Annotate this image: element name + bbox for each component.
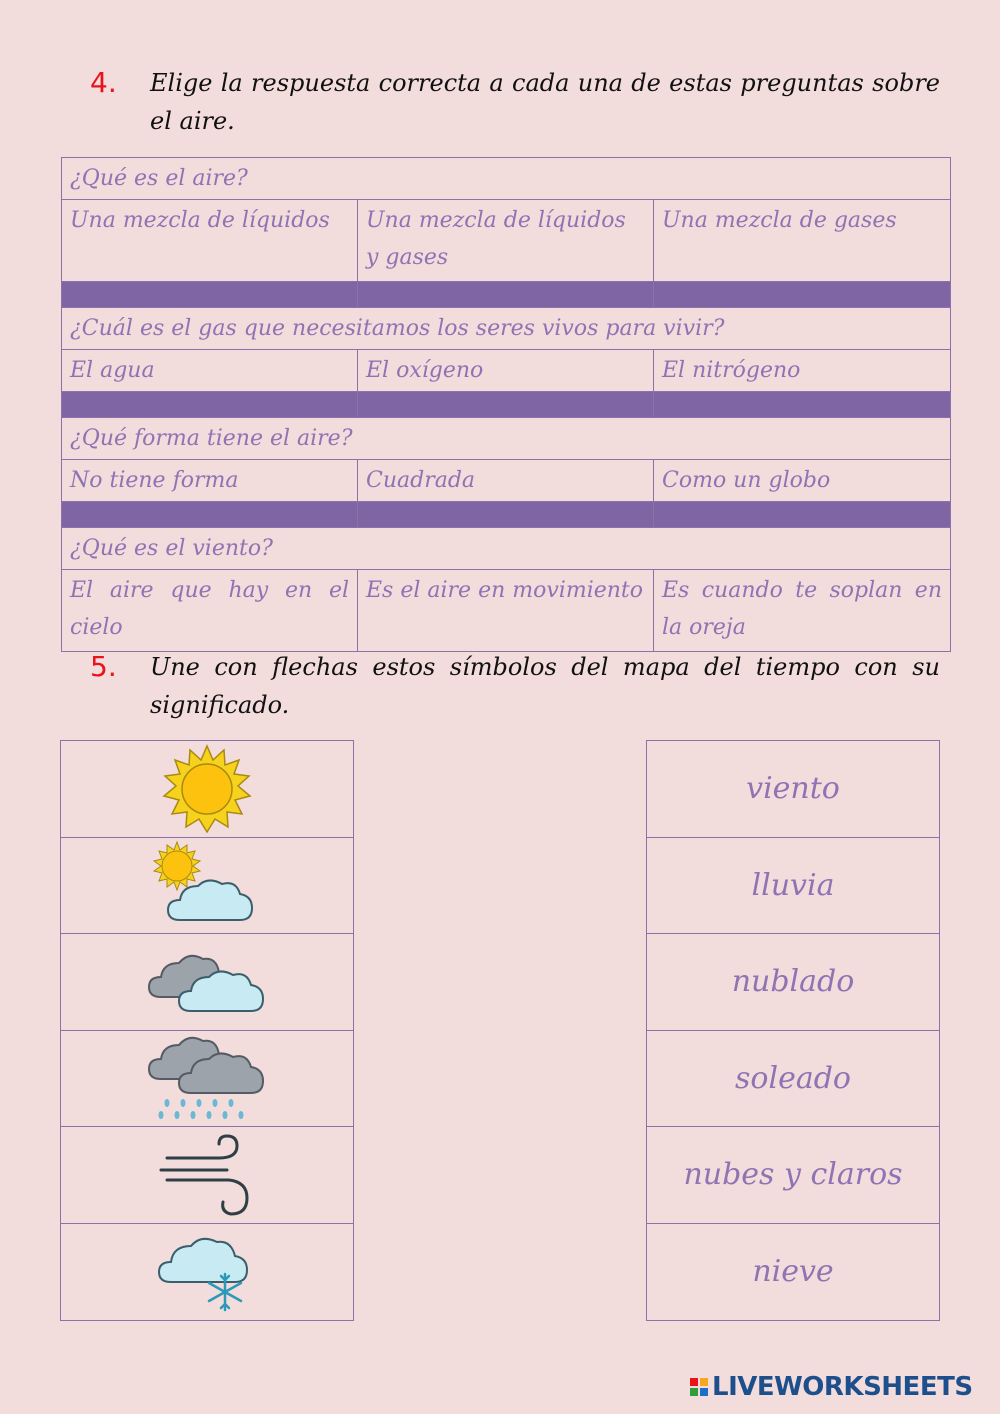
instruction-4	[90, 64, 940, 140]
meaning-label: nieve	[752, 1254, 834, 1290]
symbol-cell[interactable]	[61, 1127, 353, 1224]
separator	[62, 502, 358, 528]
meaning-label: viento	[746, 771, 840, 807]
meaning-label: soleado	[735, 1060, 851, 1096]
meaning-cell[interactable]	[647, 1031, 939, 1128]
separator	[358, 282, 654, 308]
option-4-a[interactable]: El aire que hay en el cielo	[62, 570, 358, 652]
separator	[62, 392, 358, 418]
symbol-cell[interactable]	[61, 838, 353, 935]
logo-mark-icon	[690, 1378, 708, 1396]
separator	[358, 502, 654, 528]
brand-name: LIVEWORKSHEETS	[712, 1372, 973, 1402]
wind-icon	[157, 1132, 257, 1218]
snow-icon	[157, 1232, 257, 1312]
option-1-a[interactable]: Una mezcla de líquidos	[62, 200, 358, 282]
question-number: 4.	[90, 66, 117, 99]
option-3-c[interactable]: Como un globo	[654, 460, 951, 502]
symbol-cell[interactable]	[61, 934, 353, 1031]
instruction-text: Elige la respuesta correcta a cada una de estas preguntas sobre el aire.	[150, 69, 940, 135]
quiz-table	[61, 157, 951, 652]
question-4: ¿Qué es el viento?	[62, 528, 951, 570]
symbols-column	[60, 740, 354, 1321]
option-1-c[interactable]: Una mezcla de gases	[654, 200, 951, 282]
separator	[62, 282, 358, 308]
separator	[358, 392, 654, 418]
sun-cloud-icon	[152, 840, 262, 930]
option-1-b[interactable]: Una mezcla de líquidos y gases	[358, 200, 654, 282]
symbol-cell[interactable]	[61, 1031, 353, 1128]
clouds-icon	[147, 947, 267, 1017]
meaning-cell[interactable]	[647, 741, 939, 838]
rain-icon	[147, 1033, 267, 1123]
meaning-cell[interactable]	[647, 838, 939, 935]
sun-icon	[162, 744, 252, 834]
question-3: ¿Qué forma tiene el aire?	[62, 418, 951, 460]
separator	[654, 282, 951, 308]
separator	[654, 392, 951, 418]
separator	[654, 502, 951, 528]
meaning-label: lluvia	[751, 867, 835, 903]
option-4-c[interactable]: Es cuando te soplan en la oreja	[654, 570, 951, 652]
instruction-text: Une con flechas estos símbolos del mapa del tiempo con su significado.	[150, 653, 940, 719]
option-4-b[interactable]: Es el aire en movimiento	[358, 570, 654, 652]
option-3-a[interactable]: No tiene forma	[62, 460, 358, 502]
option-2-b[interactable]: El oxígeno	[358, 350, 654, 392]
meaning-label: nublado	[731, 964, 855, 1000]
symbol-cell[interactable]	[61, 741, 353, 838]
meanings-column	[646, 740, 940, 1321]
option-2-c[interactable]: El nitrógeno	[654, 350, 951, 392]
option-3-b[interactable]: Cuadrada	[358, 460, 654, 502]
liveworksheets-logo[interactable]	[690, 1372, 973, 1402]
question-number: 5.	[90, 650, 117, 683]
symbol-cell[interactable]	[61, 1224, 353, 1321]
meaning-cell[interactable]	[647, 1224, 939, 1321]
question-2: ¿Cuál es el gas que necesitamos los seres vivos para vivir?	[62, 308, 951, 350]
meaning-cell[interactable]	[647, 934, 939, 1031]
meaning-cell[interactable]	[647, 1127, 939, 1224]
question-1: ¿Qué es el aire?	[62, 158, 951, 200]
instruction-5	[90, 648, 940, 724]
meaning-label: nubes y claros	[683, 1157, 903, 1193]
option-2-a[interactable]: El agua	[62, 350, 358, 392]
